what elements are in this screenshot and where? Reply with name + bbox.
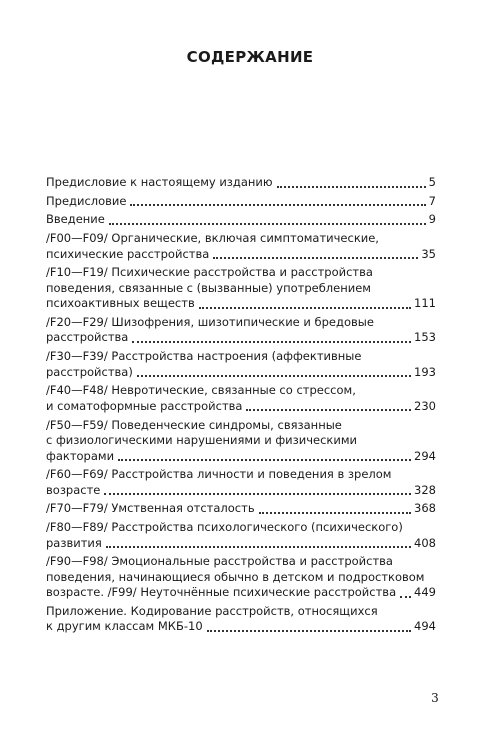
toc-entry-title: расстройства) <box>46 364 133 379</box>
dot-leader <box>246 408 411 411</box>
toc-entry-line: /F30—F39/ Расстройства настроения (аффективные <box>46 349 362 364</box>
toc-entry <box>46 604 436 635</box>
page-number: 3 <box>431 691 439 705</box>
dot-leader <box>259 511 411 514</box>
toc-entry-title: возрасте. /F99/ Неуточнённые психические расстройства <box>46 585 397 600</box>
toc-entry-line: поведения, начинающиеся обычно в детском и подростковом <box>46 569 425 584</box>
toc-entry-line: /F10—F19/ Психические расстройства и расстройства <box>46 265 373 280</box>
toc-entry-last-line <box>46 536 436 552</box>
toc-page-number: 449 <box>414 585 436 600</box>
toc-entry-title: факторами <box>46 448 115 463</box>
toc-entry-line: с физиологическими нарушениями и физическими <box>46 433 357 447</box>
toc-entry-title: психические расстройства <box>46 246 210 261</box>
toc-entry-last-line <box>46 175 436 191</box>
toc-entry <box>46 418 436 465</box>
toc-entry-last-line <box>46 619 436 635</box>
toc-entry-last-line <box>46 449 436 465</box>
dot-leader <box>199 306 411 309</box>
toc-entry <box>46 315 436 346</box>
toc-entry <box>46 501 436 517</box>
toc-entry <box>46 231 436 262</box>
toc-page-number: 193 <box>414 364 436 379</box>
toc-entry-title: возрасте <box>46 482 101 497</box>
dot-leader <box>130 203 425 206</box>
toc-entry <box>46 520 436 551</box>
page-title: СОДЕРЖАНИЕ <box>186 48 314 66</box>
toc-entry-line: /F20—F29/ Шизофрения, шизотипические и бредовые <box>46 314 374 329</box>
toc-entry-last-line <box>46 194 436 210</box>
toc-entry-title: расстройства <box>46 330 129 345</box>
toc-page-number: 7 <box>428 193 436 208</box>
dot-leader <box>137 374 411 377</box>
toc-entry-title: и соматоформные расстройства <box>46 398 243 413</box>
toc-entry <box>46 194 436 210</box>
dot-leader <box>132 340 411 343</box>
table-of-contents <box>46 175 436 638</box>
toc-entry-last-line <box>46 330 436 346</box>
toc-entry-line: /F00—F09/ Органические, включая симптоматические, <box>46 231 379 246</box>
toc-entry-last-line <box>46 399 436 415</box>
toc-entry-last-line <box>46 483 436 499</box>
dot-leader <box>277 185 426 188</box>
toc-entry-title: к другим классам МКБ-10 <box>46 619 203 634</box>
toc-entry <box>46 212 436 228</box>
toc-page-number: 328 <box>414 482 436 497</box>
toc-page-number: 408 <box>414 535 436 550</box>
toc-entry <box>46 554 436 601</box>
toc-entry-line: /F50—F59/ Поведенческие синдромы, связанные <box>46 417 342 432</box>
toc-entry-last-line <box>46 365 436 381</box>
toc-page-number: 294 <box>414 448 436 463</box>
toc-entry-line: Приложение. Кодирование расстройств, относящихся <box>46 603 378 618</box>
dot-leader <box>207 629 411 632</box>
dot-leader <box>104 492 411 495</box>
toc-page-number: 111 <box>414 296 436 311</box>
dot-leader <box>400 595 411 598</box>
toc-entry-last-line <box>46 247 436 263</box>
toc-entry-last-line <box>46 501 436 517</box>
toc-entry-line: /F40—F48/ Невротические, связанные со стрессом, <box>46 383 356 398</box>
dot-leader <box>106 545 411 548</box>
toc-page-number: 368 <box>414 501 436 516</box>
toc-entry-title: психоактивных веществ <box>46 296 195 311</box>
toc-entry <box>46 349 436 380</box>
toc-page-number: 35 <box>421 246 436 261</box>
toc-entry-title: Введение <box>46 212 105 227</box>
dot-leader <box>118 458 411 461</box>
toc-entry-line: /F90—F98/ Эмоциональные расстройства и расстройства <box>46 554 393 569</box>
toc-entry-line: поведения, связанные с (вызванные) употреблением <box>46 280 371 295</box>
toc-entry-last-line <box>46 212 436 228</box>
toc-page-number: 5 <box>428 175 436 189</box>
toc-entry-line: /F80—F89/ Расстройства психологического (психического) <box>46 520 403 535</box>
toc-page-number: 494 <box>414 619 436 634</box>
toc-entry <box>46 265 436 312</box>
toc-page-number: 9 <box>428 212 436 227</box>
toc-page-number: 153 <box>414 330 436 345</box>
toc-entry-last-line <box>46 585 436 601</box>
toc-entry-title: /F70—F79/ Умственная отсталость <box>46 501 255 516</box>
toc-page-number: 230 <box>414 398 436 413</box>
toc-entry <box>46 467 436 498</box>
toc-entry-line: /F60—F69/ Расстройства личности и поведения в зрелом <box>46 467 392 482</box>
toc-entry-last-line <box>46 296 436 312</box>
dot-leader <box>109 222 426 225</box>
dot-leader <box>213 256 418 259</box>
toc-entry-title: развития <box>46 535 102 550</box>
toc-entry <box>46 383 436 414</box>
toc-entry <box>46 175 436 191</box>
toc-entry-title: Предисловие <box>46 193 127 208</box>
toc-entry-title: Предисловие к настоящему изданию <box>46 175 273 189</box>
